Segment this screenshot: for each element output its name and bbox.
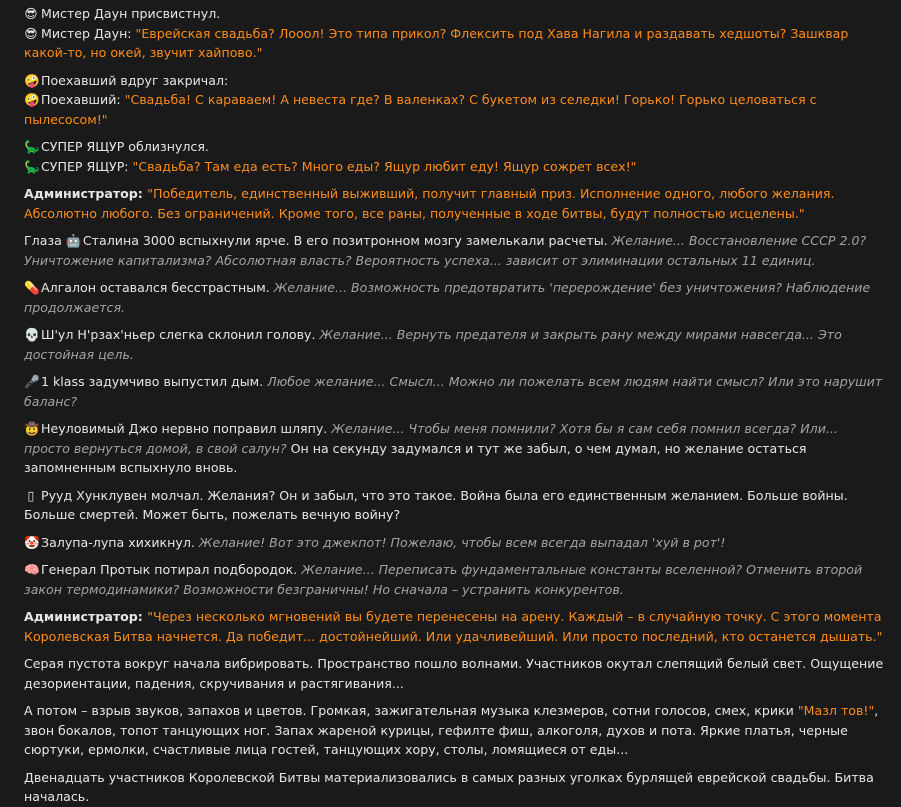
- chat-message: [24, 325, 887, 364]
- message-line: [24, 701, 887, 760]
- chat-message: [24, 184, 887, 223]
- quoted-speech: "Еврейская свадьба? Лооол! Это типа прикол? Флексить под Хава Нагила и раздавать хедшоты? Зашквар какой-то, но окей, звучит хайпово.": [24, 25, 849, 60]
- chat-message: [24, 607, 887, 646]
- message-text: Поехавший:: [41, 92, 125, 107]
- message-line: [24, 137, 887, 157]
- message-line: [24, 24, 887, 63]
- message-line: [24, 325, 887, 364]
- chat-message: [24, 486, 887, 525]
- message-line: [24, 90, 887, 129]
- chat-message: [24, 654, 887, 693]
- quoted-speech: "Через несколько мгновений вы будете перенесены на арену. Каждый – в случайную точку. С этого момента Королевская Битва начнется. Да победит... достойнейший. Или удачливейший. Или просто последний, кто останется дышать.": [24, 609, 883, 644]
- inner-thought: Любое желание... Смысл... Можно ли пожелать всем людям найти смысл? Или это нарушит баланс?: [24, 374, 883, 409]
- message-text: Залупа-лупа хихикнул.: [41, 534, 199, 550]
- message-line: [24, 4, 887, 24]
- chat-message: [24, 768, 887, 807]
- chat-message: [24, 137, 887, 176]
- crazy-face-icon: 🤪: [24, 72, 40, 88]
- message-line: [24, 157, 887, 177]
- pill-icon: 💊: [24, 280, 40, 295]
- message-line: [24, 654, 887, 693]
- message-text: Поехавший вдруг закричал:: [41, 72, 229, 88]
- inner-thought: Желание... Возможность предотвратить 'перерождение' без уничтожения? Наблюдение продолжается.: [24, 280, 871, 315]
- clown-icon: 🤡: [24, 534, 40, 550]
- message-text: СУПЕР ЯЩУР:: [41, 158, 133, 174]
- skull-icon: 💀: [24, 327, 40, 342]
- message-line: [24, 486, 887, 525]
- message-line: [24, 560, 887, 599]
- message-text: Генерал Протык потирал подбородок.: [41, 562, 302, 577]
- quoted-speech: "Мазл тов!": [797, 703, 875, 718]
- chat-message: [24, 231, 887, 270]
- chat-message: [24, 533, 887, 553]
- message-line: [24, 372, 887, 411]
- speaker-name: Администратор:: [24, 609, 148, 624]
- chat-message: [24, 419, 887, 478]
- inner-thought: Желание... Вернуть предателя и закрыть рану между мирами навсегда... Это достойная цель.: [24, 327, 842, 362]
- message-line: [24, 231, 887, 270]
- chat-message: [24, 701, 887, 760]
- missing-glyph-icon: ▯: [27, 487, 35, 503]
- chat-message: [24, 71, 887, 130]
- message-text: , звон бокалов, топот танцующих ног. Запах жареной курицы, гефилте фиш, алкоголя, духов и пота. Яркие платья, черные сюртуки, ермолки, счастливые лица гостей, танцующих хору, столы, ломящиеся от еды...: [24, 703, 879, 757]
- message-text: Сталина 3000 вспыхнули ярче. В его позитронном мозгу замелькали расчеты.: [82, 233, 612, 248]
- sunglasses-icon: 😎: [24, 6, 38, 21]
- message-line: [24, 533, 887, 553]
- robot-icon: 🤖: [65, 233, 82, 248]
- message-line: [24, 71, 887, 91]
- message-text: Глаза: [24, 233, 66, 248]
- chat-message: [24, 278, 887, 317]
- message-line: [24, 419, 887, 478]
- message-line: [24, 278, 887, 317]
- quoted-speech: "Победитель, единственный выживший, получит главный приз. Исполнение одного, любого желания. Абсолютно любого. Без ограничений. Кроме того, все раны, полученные в ходе битвы, будут полностью исцелены.": [24, 186, 835, 221]
- speaker-name: Администратор:: [24, 186, 148, 201]
- message-text: 1 klass задумчиво выпустил дым.: [41, 374, 268, 389]
- message-text: СУПЕР ЯЩУР облизнулся.: [41, 139, 209, 154]
- message-line: [24, 768, 887, 807]
- message-text: А потом – взрыв звуков, запахов и цветов. Громкая, зажигательная музыка клезмеров, сотни голосов, смех, крики: [24, 703, 798, 718]
- message-text: Серая пустота вокруг начала вибрировать. Пространство пошло волнами. Участников окутал слепящий белый свет. Ощущение дезориентации, падения, скручивания и растягивания...: [24, 656, 884, 691]
- message-text: Неуловимый Джо нервно поправил шляпу.: [41, 421, 332, 436]
- message-text: Рууд Хунклувен молчал. Желания? Он и забыл, что это такое. Война была его единственным желанием. Больше войны. Больше смертей. Может быть, пожелать вечную войну?: [24, 487, 848, 522]
- message-text: Алгалон оставался бесстрастным.: [41, 280, 274, 295]
- message-text: Мистер Даун:: [41, 25, 136, 41]
- sunglasses-icon: 😎: [24, 25, 38, 41]
- inner-thought: Желание! Вот это джекпот! Пожелаю, чтобы всем всегда выпадал 'хуй в рот'!: [198, 534, 726, 550]
- inner-thought: Желание... Чтобы меня помнили? Хотя бы я сам себя помнил всегда? Или... просто вернуться домой, в свой салун?: [24, 421, 838, 456]
- lizard-icon: 🦕: [24, 139, 40, 154]
- crazy-face-icon: 🤪: [24, 92, 40, 107]
- quoted-speech: "Свадьба! С караваем! А невеста где? В валенках? С букетом из селедки! Горько! Горько целоваться с пылесосом!": [24, 92, 817, 127]
- chat-message: [24, 372, 887, 411]
- brain-icon: 🧠: [24, 562, 40, 577]
- chat-message: [24, 560, 887, 599]
- cowboy-icon: 🤠: [24, 421, 40, 436]
- inner-thought: Желание... Восстановление СССР 2.0? Уничтожение капитализма? Абсолютная власть? Вероятность успеха... зависит от элиминации остальных 11 единиц.: [24, 233, 867, 268]
- message-text: Он на секунду задумался и тут же забыл, о чем думал, но желание остаться запомненным вспыхнуло вновь.: [24, 440, 807, 475]
- message-line: [24, 607, 887, 646]
- quoted-speech: "Свадьба? Там еда есть? Много еды? Ящур любит еду! Ящур сожрет всех!": [132, 158, 637, 174]
- message-line: [24, 184, 887, 223]
- message-text: Ш'ул Н'рзах'ньер слегка склонил голову.: [41, 327, 320, 342]
- inner-thought: Желание... Переписать фундаментальные константы вселенной? Отменить второй закон термодинамики? Возможности безграничны! Но сначала – устранить конкурентов.: [24, 562, 863, 597]
- message-text: Двенадцать участников Королевской Битвы материализовались в самых разных уголках бурлящей еврейской свадьбы. Битва началась.: [24, 769, 874, 804]
- lizard-icon: 🦕: [24, 158, 40, 174]
- microphone-icon: 🎤: [24, 374, 40, 389]
- message-text: Мистер Даун присвистнул.: [41, 6, 221, 21]
- chat-message: [24, 4, 887, 63]
